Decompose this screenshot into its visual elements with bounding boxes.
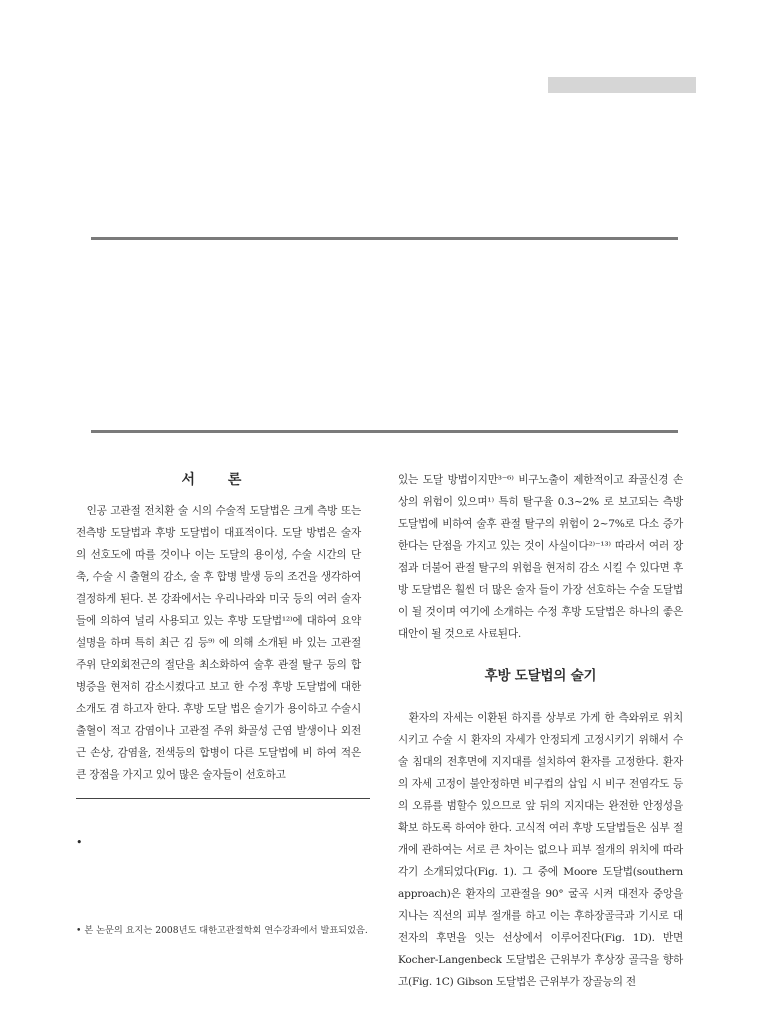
left-column [76, 469, 361, 786]
section-heading-technique: 후방 도달법의 술기 [484, 668, 597, 684]
section-heading-introduction: 서 론 [181, 472, 256, 488]
technique-paragraph: 환자의 자세는 이환된 하지를 상부로 가게 한 측와위로 위치시키고 수술 시 환자의 자세가 안정되게 고정시키기 위해서 수술 침대의 전후면에 지지대를 설치하여 환자를 고정한다. 환자의 자세 고정이 불안정하면 비구컵의 삽입 시 비구 전염각도 등의 오류를 범할수 있으므로 앞 뒤의 지지대는 완전한 안정성을 확보 하도록 하여야 한다. 고식적 여러 후방 도달법들은 심부 절개에 관하여는 서로 큰 차이는 없으나 피부 절개의 위치에 따라 각기 소개되었다(Fig. 1). 그 중에 Moore 도달법(southern approach)은 환자의 고관절을 90° 굴곡 시켜 대전자 중앙을 지나는 직선의 피부 절개를 하고 이는 후하장골극과 기시로 대전자의 후면을 잇는 선상에서 이루어진다(Fig. 1D). 반면 Kocher-Langenbeck 도달법은 근위부가 후상장 골극을 향하고(Fig. 1C) Gibson 도달법은 근위부가 장골능의 전 [398, 712, 683, 988]
footnote-divider [76, 798, 370, 799]
title-block-top-rule [91, 237, 678, 240]
title-block-bottom-rule [91, 430, 678, 433]
footnote-bullet: • [76, 836, 83, 849]
running-header-tab [548, 77, 696, 93]
right-column [398, 469, 683, 993]
introduction-paragraph: 인공 고관절 전치환 술 시의 수술적 도달법은 크게 측방 또는 전측방 도달법과 후방 도달법이 대표적이다. 도달 방법은 술자의 선호도에 따를 것이나 이는 도달의 용이성, 수술 시간의 단축, 수술 시 출혈의 감소, 술 후 합병 발생 등의 조건을 생각하여 결정하게 된다. 본 강좌에서는 우리나라와 미국 등의 여러 술자들에 의하여 널리 사용되고 있는 후방 도달법¹²⁾에 대하여 요약 설명을 하며 특히 최근 김 등⁹⁾ 에 의해 소개된 바 있는 고관절 주위 단외회전근의 절단을 최소화하여 술후 관절 탈구 등의 합병증을 현저히 감소시켰다고 보고 한 수정 후방 도달법에 대한 소개도 겸 하고자 한다. 후방 도달 법은 술기가 용이하고 수술시 출혈이 적고 감염이나 고관절 주위 화골성 근염 발생이나 외전근 손상, 감염율, 전색등의 합병이 다른 도달법에 비 하여 적은 큰 장점을 가지고 있어 많은 술자들이 선호하고 [76, 505, 361, 781]
introduction-continued-paragraph: 있는 도달 방법이지만³⁻⁶⁾ 비구노출이 제한적이고 좌골신경 손상의 위험이 있으며¹⁾ 특히 탈구율 0.3~2% 로 보고되는 측방 도달법에 비하여 술후 관절 탈구의 위험이 2~7%로 다소 증가한다는 단점을 가지고 있는 것이 사실이다²⁾⁻¹³⁾ 따라서 여러 장점과 더불어 관절 탈구의 위험을 현저히 감소 시킬 수 있다면 후방 도달법은 훨씬 더 많은 술자 들이 가장 선호하는 수술 도달법이 될 것이며 여기에 소개하는 수정 후방 도달법은 하나의 좋은 대안이 될 것으로 사료된다. [398, 474, 683, 640]
footnote-text: • 본 논문의 요지는 2008년도 대한고관절학회 연수강좌에서 발표되었음. [76, 925, 368, 936]
